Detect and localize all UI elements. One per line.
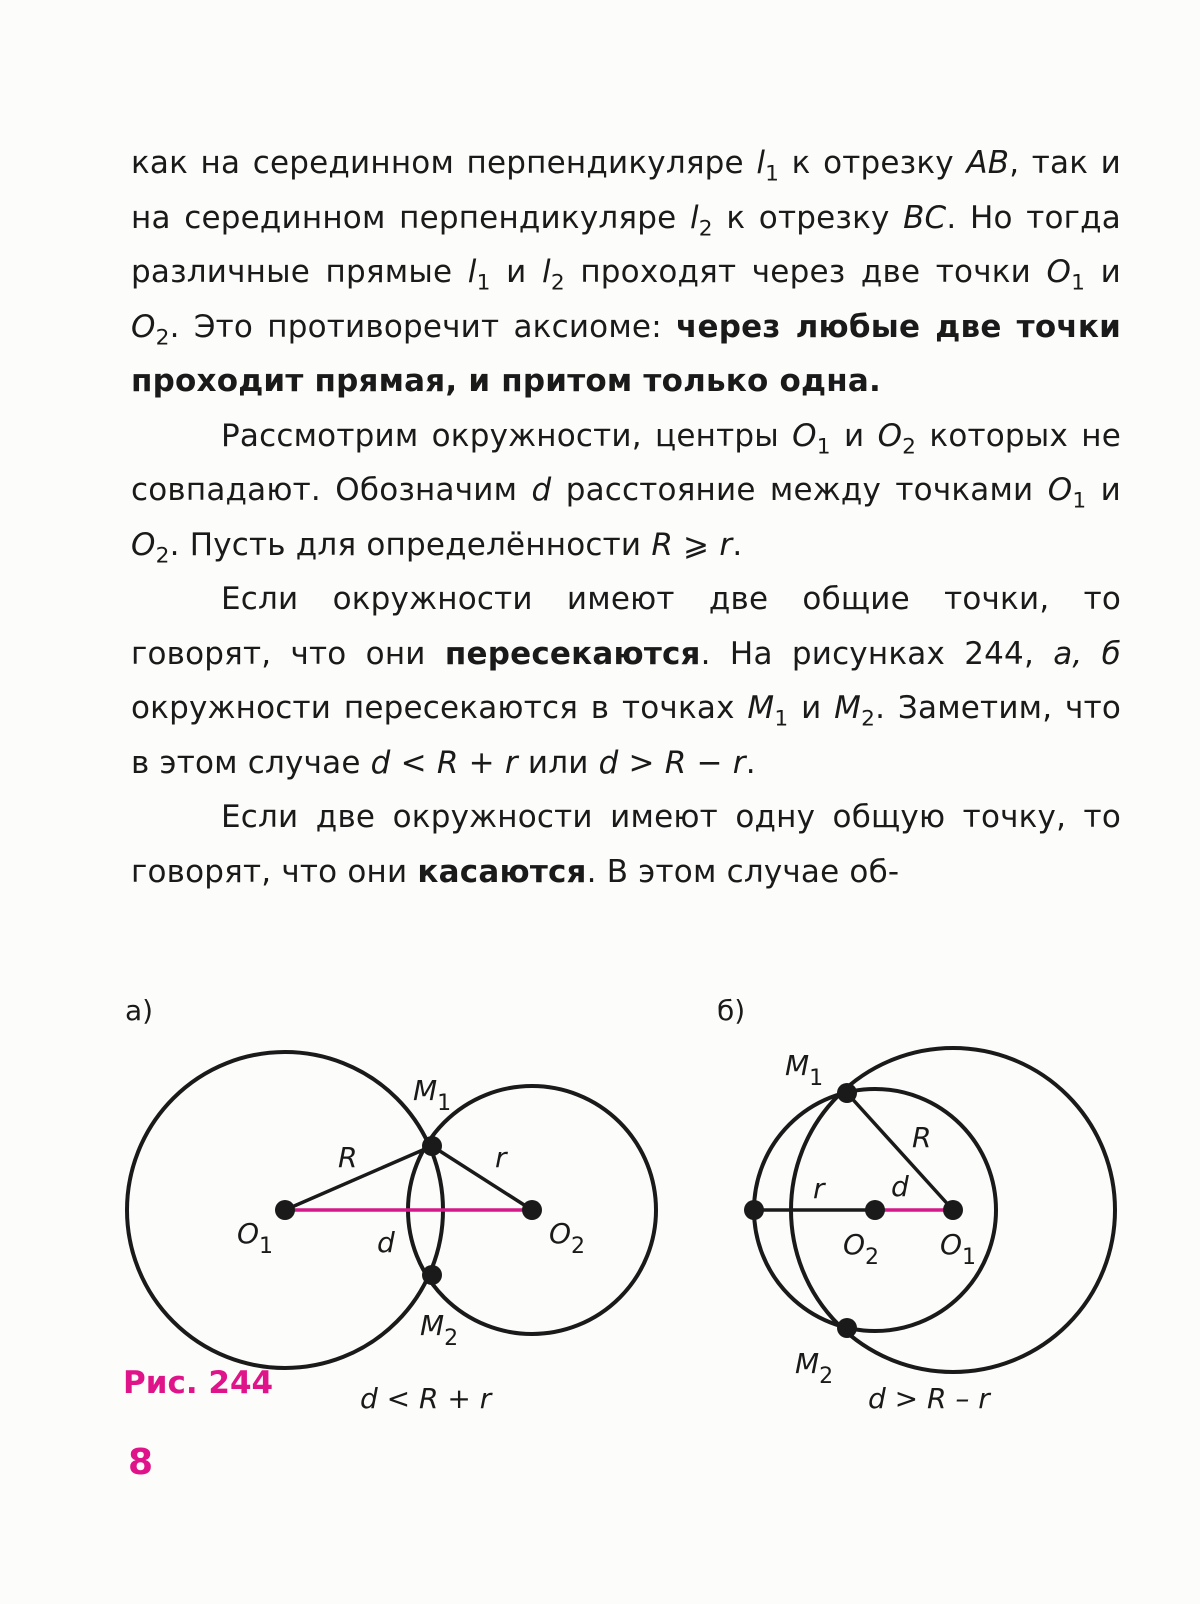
point-O2-a <box>522 1200 542 1220</box>
formula-a: d < R + r <box>360 1382 492 1415</box>
figure-caption: Рис. 244 <box>123 1365 274 1401</box>
point-M2-b <box>837 1318 857 1338</box>
label-O2-a: $O_2$ <box>549 1217 586 1259</box>
radius-r-a <box>432 1146 532 1210</box>
label-d-a: d <box>377 1226 395 1259</box>
paragraph-3: Если окружности имеют две общие точки, то говорят, что они пересекаются. На рисунках 244, а, б окружности пересекаются в точках $M_1$ и $M_2$. Заметим, что в этом случае d < R + r или d > R − r. <box>131 581 1121 781</box>
paragraph-4: Если две окружности имеют одну общую точку, то говорят, что они касаются. В этом случае об- <box>131 799 1121 890</box>
point-M1-a <box>422 1136 442 1156</box>
label-R-a: R <box>338 1141 358 1174</box>
point-O1-b <box>943 1200 963 1220</box>
formula-b: d > R – r <box>868 1382 990 1415</box>
label-O2-b: $O_2$ <box>843 1228 880 1270</box>
point-O2-b <box>865 1200 885 1220</box>
figure-a <box>125 994 656 1415</box>
figure-b <box>717 994 1115 1415</box>
label-M1-a: $M_1$ <box>413 1074 452 1116</box>
point-M2-a <box>422 1265 442 1285</box>
term-intersect: пересекаются <box>444 635 701 672</box>
label-M2-b: $M_2$ <box>795 1347 834 1389</box>
figure-b-label: б) <box>717 994 746 1027</box>
label-r-b: r <box>813 1172 825 1205</box>
point-M1-b <box>837 1083 857 1103</box>
label-d-b: d <box>891 1170 909 1203</box>
paragraph-2: Рассмотрим окружности, центры $O_1$ и $O_2$ которых не совпадают. Обозначим d расстояние между точками $O_1$ и $O_2$. Пусть для определённости R ⩾ r. <box>131 417 1121 569</box>
label-M2-a: $M_2$ <box>420 1309 459 1351</box>
label-R-b: R <box>912 1121 932 1154</box>
label-M1-b: $M_1$ <box>785 1049 824 1091</box>
point-edge-b <box>744 1200 764 1220</box>
label-O1-a: $O_1$ <box>237 1217 274 1259</box>
axiom-text: через любые две точки проходит прямая, и притом только одна. <box>131 308 1121 399</box>
point-O1-a <box>275 1200 295 1220</box>
label-r-a: r <box>495 1141 507 1174</box>
figure-a-label: а) <box>125 994 154 1027</box>
term-tangent: касаются <box>417 853 587 890</box>
paragraph-1: как на серединном перпендикуляре $l_1$ к отрезку AB, так и на серединном перпендикуляре $l_2$ к отрезку BC. Но тогда различные прямые $l_1$ и $l_2$ проходят через две точки $O_1$ и $O_2$. Это противоречит аксиоме: через любые две точки проходит прямая, и притом только одна. <box>131 145 1121 399</box>
page-number: 8 <box>128 1442 154 1483</box>
label-O1-b: $O_1$ <box>940 1228 977 1270</box>
